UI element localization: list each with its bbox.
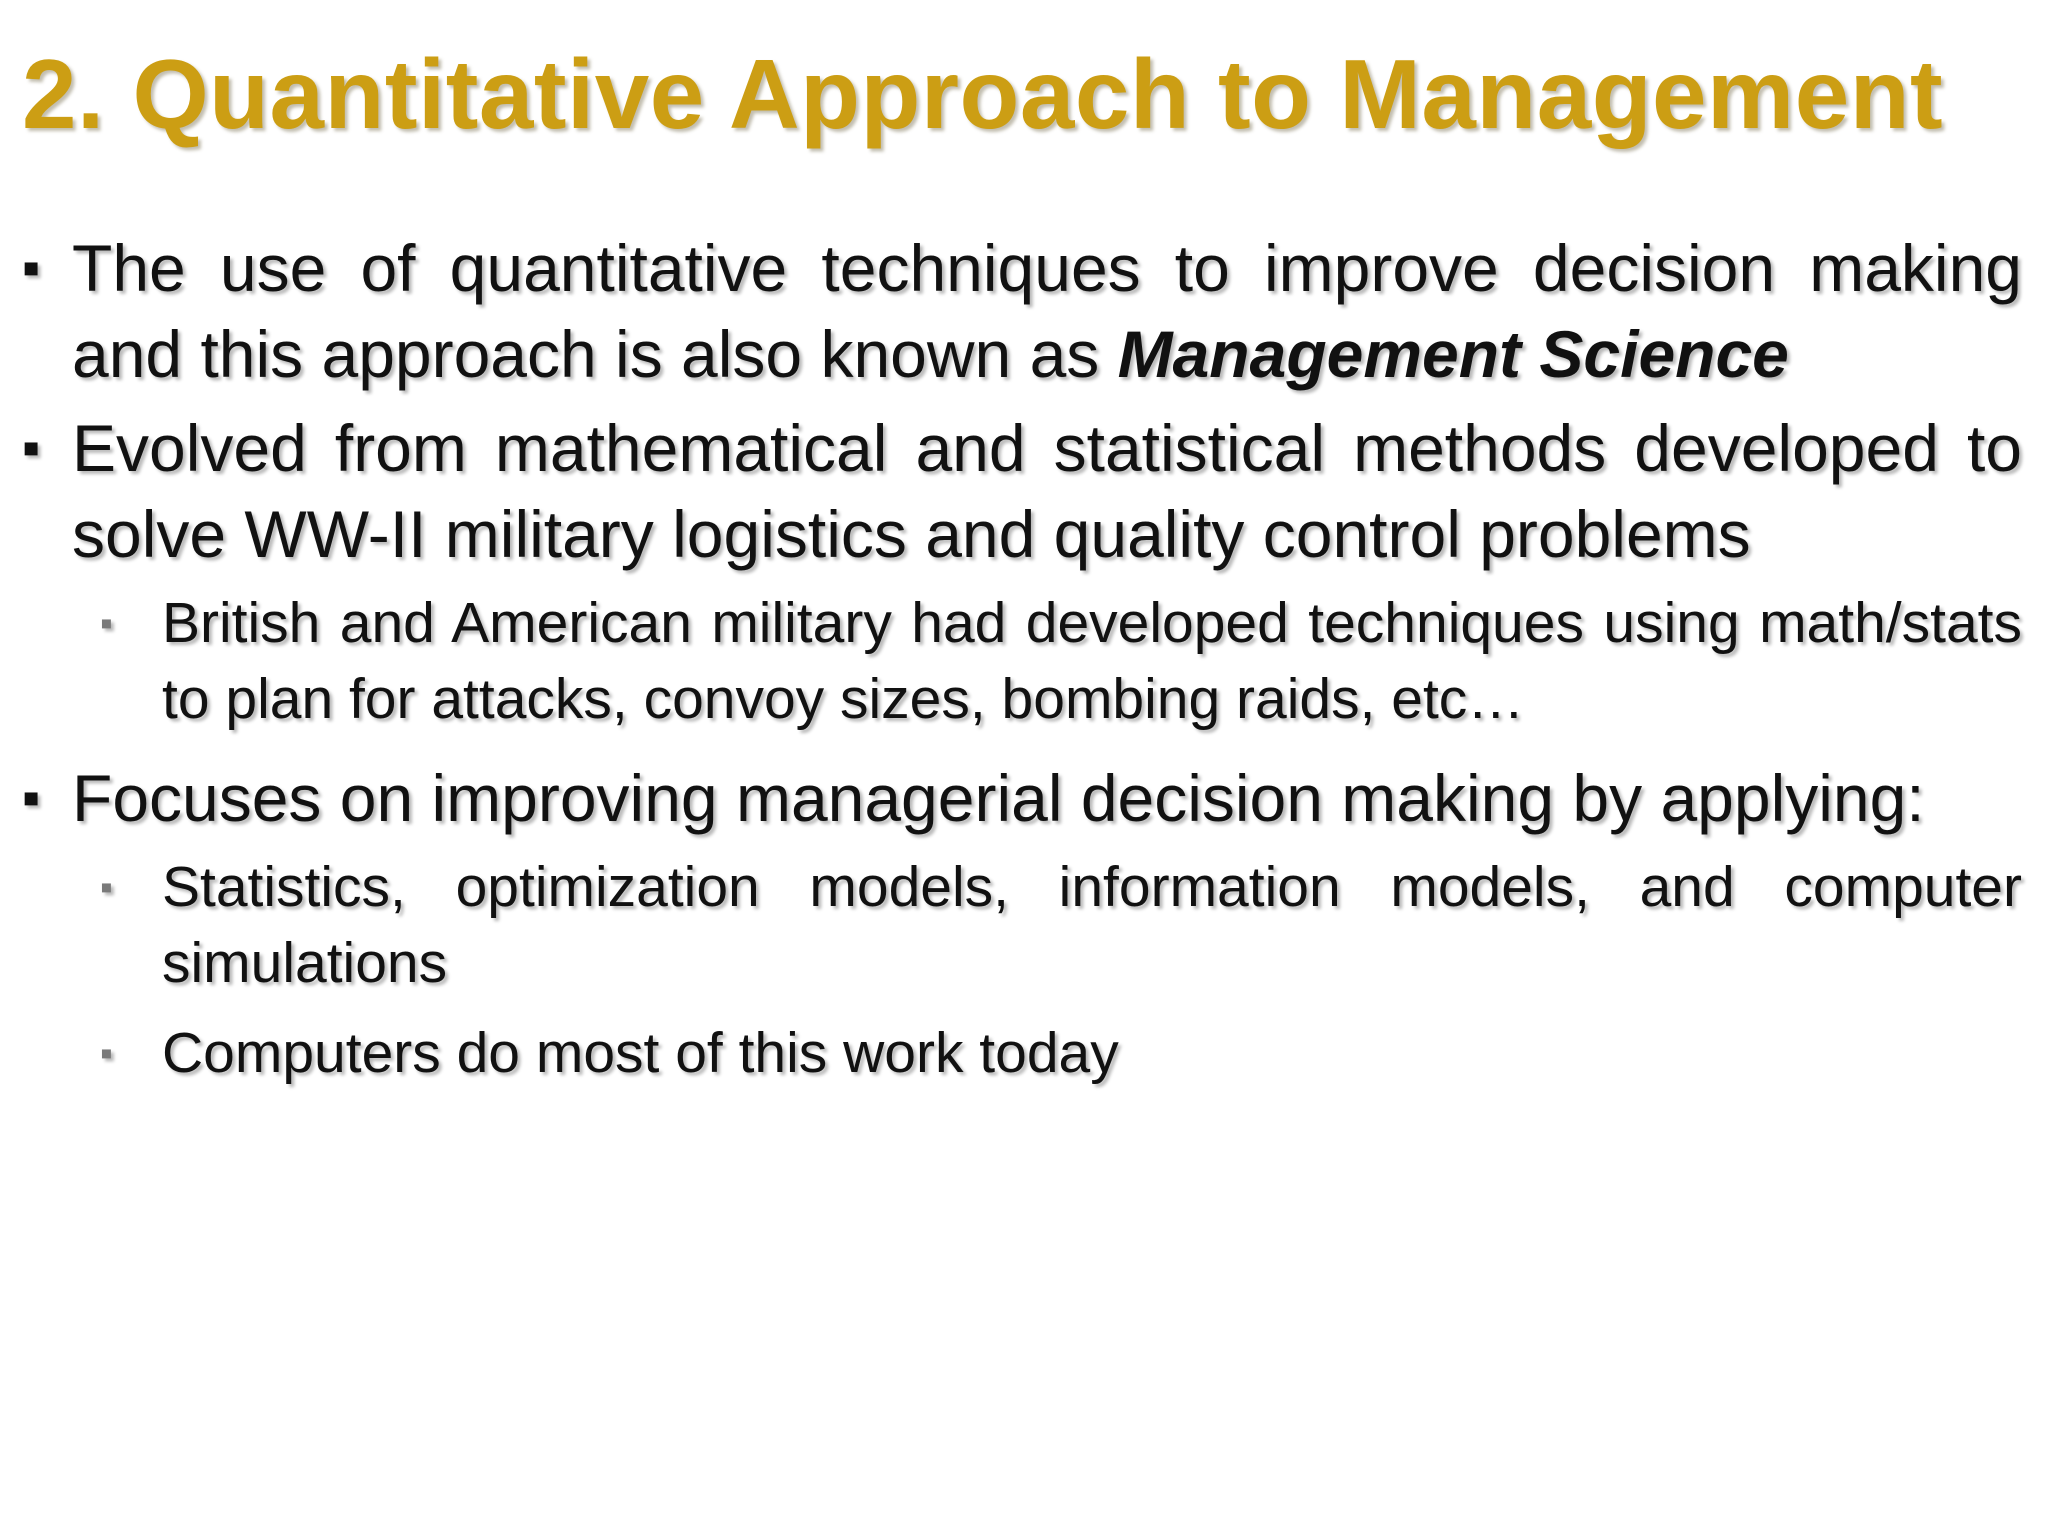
slide-body: [22, 225, 2022, 1105]
square-sub-bullet-icon: ▪: [100, 1032, 113, 1073]
sub-bullet-2-1: [22, 585, 2022, 737]
square-bullet-icon: ▪: [22, 769, 41, 827]
sub-bullet-3-1: [22, 849, 2022, 1001]
bullet-point-3: [22, 755, 2022, 841]
bullet-point-1: [22, 225, 2022, 397]
sub-bullet-3-2-text: Computers do most of this work today: [162, 1021, 1119, 1085]
square-bullet-icon: ▪: [22, 419, 41, 477]
square-sub-bullet-icon: ▪: [100, 602, 113, 643]
bullet-point-2: [22, 405, 2022, 577]
bullet-point-3-text: Focuses on improving managerial decision making by applying:: [72, 761, 1925, 835]
bullet-point-2-text: Evolved from mathematical and statistical methods developed to solve WW-II military logistics and quality control problems: [72, 411, 2022, 571]
square-bullet-icon: ▪: [22, 239, 41, 297]
sub-bullet-2-1-text: British and American military had developed techniques using math/stats to plan for attacks, convoy sizes, bombing raids, etc…: [162, 591, 2022, 731]
sub-bullet-3-1-text: Statistics, optimization models, information models, and computer simulations: [162, 855, 2022, 995]
slide-title: 2. Quantitative Approach to Management: [22, 39, 1944, 149]
sub-bullet-3-2: [22, 1015, 2022, 1091]
bullet-point-1-text: The use of quantitative techniques to improve decision making and this approach is also known as: [72, 231, 2022, 391]
bullet-point-1-emphasis: Management Science: [1117, 317, 1789, 391]
square-sub-bullet-icon: ▪: [100, 866, 113, 907]
